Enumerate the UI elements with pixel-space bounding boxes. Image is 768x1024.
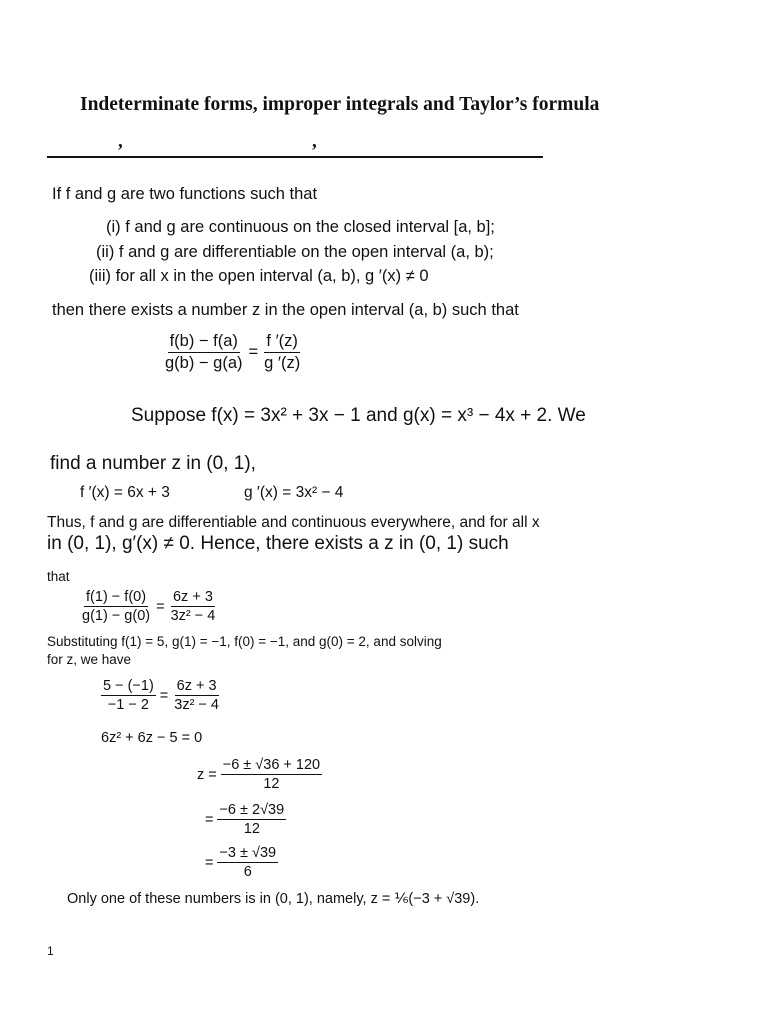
theorem-conclusion: then there exists a number z in the open interval (a, b) such that bbox=[52, 301, 519, 319]
substituting-line-1: Substituting f(1) = 5, g(1) = −1, f(0) = −1, and g(0) = 2, and solving bbox=[47, 634, 442, 649]
g-prime: g ′(x) = 3x² − 4 bbox=[244, 484, 344, 501]
frac1-equals: = bbox=[156, 598, 165, 615]
sol3-prefix: = bbox=[205, 854, 214, 871]
frac1-lhs-numerator: f(1) − f(0) bbox=[86, 589, 147, 605]
title-divider bbox=[47, 156, 543, 158]
quadratic-equation: 6z² + 6z − 5 = 0 bbox=[101, 730, 203, 746]
final-conclusion: Only one of these numbers is in (0, 1), namely, z = ⅙(−3 + √39). bbox=[67, 891, 480, 907]
solution-step-3 bbox=[201, 845, 278, 880]
frac1-lhs-denominator: g(1) − g(0) bbox=[82, 608, 151, 624]
sol3-denominator: 6 bbox=[243, 864, 252, 880]
thus-line-1: Thus, f and g are differentiable and continuous everywhere, and for all x bbox=[47, 514, 540, 531]
example-find: find a number z in (0, 1), bbox=[50, 453, 256, 474]
condition-1: (i) f and g are continuous on the closed interval [a, b]; bbox=[106, 218, 495, 236]
f-prime: f ′(x) = 6x + 3 bbox=[80, 484, 170, 501]
formula-rhs-numerator: f ′(z) bbox=[264, 332, 300, 353]
formula-lhs-numerator: f(b) − f(a) bbox=[168, 332, 240, 353]
frac1-rhs-denominator: 3z² − 4 bbox=[170, 608, 216, 624]
frac2-rhs-denominator: 3z² − 4 bbox=[174, 697, 219, 713]
substituting-line-2: for z, we have bbox=[47, 652, 132, 667]
example-suppose: Suppose f(x) = 3x² + 3x − 1 and g(x) = x³ − 4x + 2. We bbox=[131, 405, 586, 426]
condition-2: (ii) f and g are differentiable on the open interval (a, b); bbox=[96, 243, 494, 261]
title-comma-2: , bbox=[312, 131, 317, 152]
condition-3: (iii) for all x in the open interval (a, b), g ′(x) ≠ 0 bbox=[89, 267, 429, 285]
formula-lhs-denominator: g(b) − g(a) bbox=[165, 354, 243, 372]
formula-equals: = bbox=[248, 343, 259, 361]
frac1-rhs-numerator: 6z + 3 bbox=[172, 589, 213, 605]
sol1-prefix: z = bbox=[197, 766, 217, 783]
sol1-denominator: 12 bbox=[263, 776, 280, 792]
frac2-rhs-numerator: 6z + 3 bbox=[176, 678, 217, 694]
that-word: that bbox=[47, 569, 70, 584]
formula-rhs-denominator: g ′(z) bbox=[264, 354, 301, 372]
solution-step-2 bbox=[201, 802, 286, 837]
sol2-prefix: = bbox=[205, 811, 214, 828]
cauchy-mvt-formula bbox=[163, 332, 302, 373]
mvt-fraction-equation bbox=[80, 589, 217, 624]
sol1-numerator: −6 ± √36 + 120 bbox=[222, 757, 321, 773]
thus-line-2: in (0, 1), g′(x) ≠ 0. Hence, there exists a z in (0, 1) such bbox=[47, 533, 509, 554]
sol2-denominator: 12 bbox=[243, 821, 260, 837]
solution-step-1 bbox=[193, 757, 322, 792]
frac2-lhs-denominator: −1 − 2 bbox=[107, 697, 149, 713]
page-title: Indeterminate forms, improper integrals and Taylor’s formula bbox=[80, 94, 600, 115]
title-comma-1: , bbox=[118, 131, 123, 152]
sol2-numerator: −6 ± 2√39 bbox=[219, 802, 285, 818]
theorem-intro: If f and g are two functions such that bbox=[52, 185, 318, 203]
sol3-numerator: −3 ± √39 bbox=[219, 845, 277, 861]
page-number: 1 bbox=[47, 944, 54, 958]
frac2-equals: = bbox=[159, 687, 169, 704]
substituted-fraction-equation bbox=[101, 678, 221, 713]
frac2-lhs-numerator: 5 − (−1) bbox=[103, 678, 154, 694]
